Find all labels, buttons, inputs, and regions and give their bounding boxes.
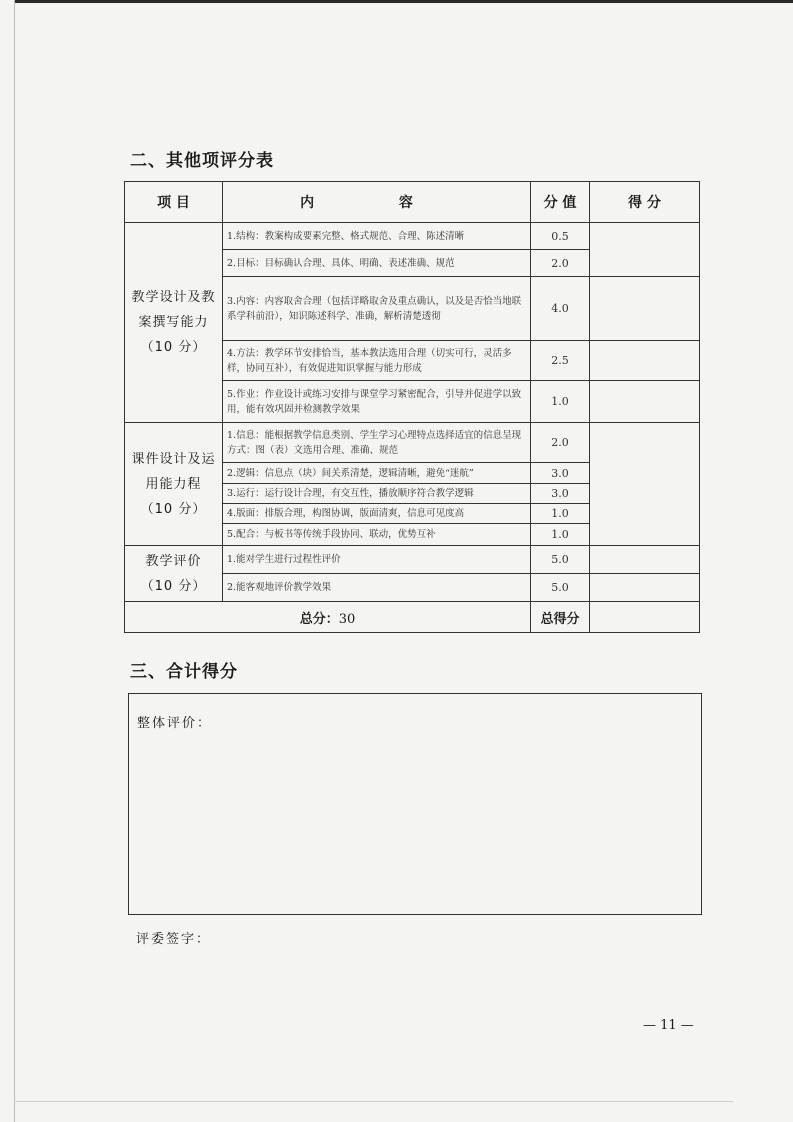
criterion-text: 4.版面：排版合理，构图协调，版面清爽，信息可见度高: [223, 504, 531, 524]
score-cell[interactable]: [590, 546, 700, 574]
criterion-value: 5.0: [531, 546, 590, 574]
criterion-text: 2.能客观地评价教学效果: [223, 574, 531, 602]
criterion-value: 3.0: [531, 463, 590, 484]
criterion-value: 2.5: [531, 341, 590, 381]
criterion-text: 1.信息：能根据教学信息类别、学生学习心理特点选择适宜的信息呈现方式：图（表）文选用合理、准确、规范: [223, 423, 531, 463]
scan-bottom-edge: [14, 1101, 733, 1102]
criterion-text: 5.作业：作业设计或练习安排与课堂学习紧密配合，引导并促进学以致用，能有效巩固并检测教学效果: [223, 381, 531, 423]
judge-signature-label: 评委签字：: [136, 932, 212, 947]
scan-left-edge: [14, 0, 15, 1122]
total-points: 总分：30: [125, 602, 531, 633]
criterion-value: 4.0: [531, 277, 590, 341]
criterion-text: 1.能对学生进行过程性评价: [223, 546, 531, 574]
criterion-text: 2.目标：目标确认合理、具体、明确、表述准确、规范: [223, 250, 531, 277]
criterion-text: 3.内容：内容取舍合理（包括详略取舍及重点确认，以及是否恰当地联系学科前沿），知识陈述科学、准确，解析清楚透彻: [223, 277, 531, 341]
total-score-cell[interactable]: [590, 602, 700, 633]
criterion-value: 5.0: [531, 574, 590, 602]
section-title-total-score: 三、合计得分: [130, 662, 238, 682]
header-content: 内 容: [223, 182, 531, 223]
criterion-value: 3.0: [531, 484, 590, 504]
criterion-value: 1.0: [531, 381, 590, 423]
section-title-other-items: 二、其他项评分表: [130, 151, 274, 171]
score-cell[interactable]: [590, 341, 700, 381]
criterion-text: 2.逻辑：信息点（块）间关系清楚，逻辑清晰，避免“迷航”: [223, 463, 531, 484]
criterion-value: 1.0: [531, 504, 590, 524]
score-cell[interactable]: [590, 277, 700, 341]
score-cell[interactable]: [590, 423, 700, 546]
category-evaluation: 教学评价 （10 分）: [125, 546, 223, 602]
criterion-text: 3.运行：运行设计合理，有交互性，播放顺序符合教学逻辑: [223, 484, 531, 504]
criterion-text: 5.配合：与板书等传统手段协同、联动，优势互补: [223, 524, 531, 546]
header-value: 分 值: [531, 182, 590, 223]
criterion-value: 2.0: [531, 423, 590, 463]
page-number: — 11 —: [643, 1018, 694, 1033]
category-courseware: 课件设计及运 用能力程 （10 分）: [125, 423, 223, 546]
criterion-text: 1.结构：教案构成要素完整、格式规范、合理、陈述清晰: [223, 223, 531, 250]
criterion-value: 2.0: [531, 250, 590, 277]
header-score: 得 分: [590, 182, 700, 223]
total-row: [125, 602, 700, 633]
overall-evaluation-box[interactable]: [128, 693, 702, 915]
criterion-value: 1.0: [531, 524, 590, 546]
table-row: [125, 223, 700, 250]
score-cell[interactable]: [590, 381, 700, 423]
table-header-row: [125, 182, 700, 223]
scan-top-border: [14, 0, 793, 3]
criterion-text: 4.方法：教学环节安排恰当，基本教法选用合理（切实可行，灵活多样，协同互补），有效促进知识掌握与能力形成: [223, 341, 531, 381]
table-row: [125, 423, 700, 463]
criterion-value: 0.5: [531, 223, 590, 250]
category-design: 教学设计及教 案撰写能力 （10 分）: [125, 223, 223, 423]
score-cell[interactable]: [590, 574, 700, 602]
overall-evaluation-label: 整体评价：: [137, 716, 213, 731]
header-item: 项 目: [125, 182, 223, 223]
score-cell[interactable]: [590, 223, 700, 277]
total-score-label: 总得分: [531, 602, 590, 633]
scoring-table: [124, 181, 700, 633]
table-row: [125, 546, 700, 574]
